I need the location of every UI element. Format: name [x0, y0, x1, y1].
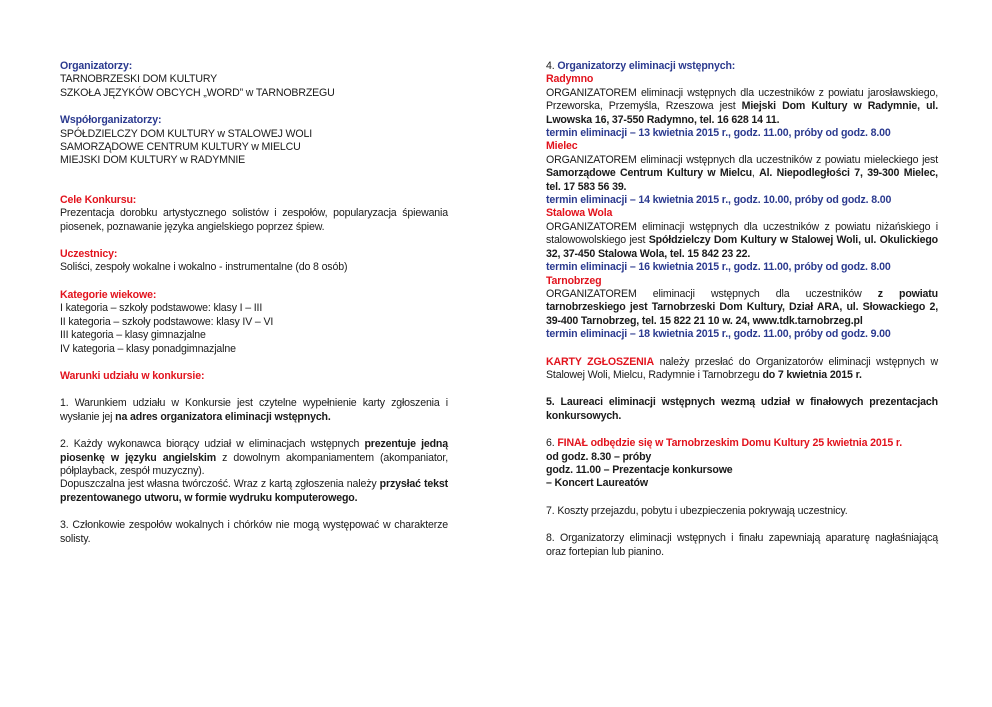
rule-2-text-cont: z dowolnym akompaniamentem (akompaniator, półplayback, zespół muzyczny). — [60, 451, 448, 477]
application-forms-label: KARTY ZGŁOSZENIA — [546, 355, 654, 368]
section-7: 7. Koszty przejazdu, pobytu i ubezpieczenia pokrywają uczestnicy. — [546, 504, 848, 517]
tarnobrzeg-address: z powiatu tarnobrzeskiego jest Tarnobrzeski Dom Kultury, Dział ARA, ul. Słowackiego 2, 39-400 Tarnobrzeg, tel. 15 822 21 10 w. 24, www.tdk.tarnobrzeg.pl — [546, 287, 938, 327]
application-forms-text: należy przesłać do Organizatorów eliminacji wstępnych w Stalowej Woli, Mielcu, Radymnie i Tarnobrzegu — [546, 355, 938, 381]
age-categories-section — [60, 289, 448, 356]
stalowa-desc: ORGANIZATOREM eliminacji wstępnych dla uczestników z powiatu niżańskiego i stalowowolskiego jest — [546, 220, 938, 247]
right-column — [546, 60, 938, 559]
organizer-line: TARNOBRZESKI DOM KULTURY — [60, 73, 218, 86]
rule-3: 3. Członkowie zespołów wokalnych i chórków nie mogą występować w charakterze solisty. — [60, 519, 448, 545]
goals-heading: Cele Konkursu: — [60, 193, 137, 206]
final-heading — [546, 437, 938, 450]
radymno-term: termin eliminacji – 13 kwietnia 2015 r., godz. 11.00, próby od godz. 8.00 — [546, 127, 891, 140]
age-category-line: IV kategoria – klasy ponadgimnazjalne — [60, 342, 236, 355]
rule-2-extra-bold: przysłać tekst prezentowanego utworu, w formie wydruku komputerowego. — [60, 478, 448, 504]
section-6-number: 6. — [546, 437, 558, 450]
mielec-text — [546, 154, 938, 194]
preliminary-organizers-section — [546, 60, 938, 342]
organizer-line: SZKOŁA JĘZYKÓW OBCYCH „WORD” w TARNOBRZEGU — [60, 86, 335, 99]
section-4-heading — [546, 60, 938, 73]
rule-2-extra — [60, 478, 448, 505]
participants-text: Soliści, zespoły wokalne i wokalno - instrumentalne (do 8 osób) — [60, 261, 348, 274]
rule-2-text: 2. Każdy wykonawca biorący udział w eliminacjach wstępnych — [60, 438, 365, 451]
coorganizer-line: SAMORZĄDOWE CENTRUM KULTURY w MIELCU — [60, 141, 301, 154]
rule-2-bold: prezentuje jedną piosenkę w języku angielskim — [60, 438, 448, 464]
rule-2 — [60, 438, 448, 478]
section-5: 5. Laureaci eliminacji wstępnych wezmą udział w finałowych prezentacjach konkursowych. — [546, 396, 938, 422]
goals-text: Prezentacja dorobku artystycznego solistów i zespołów, popularyzacja śpiewania piosenek, poznawanie języka angielskiego poprzez śpiew. — [60, 207, 448, 233]
application-forms-note — [546, 356, 938, 383]
coorganizers-section — [60, 114, 448, 168]
rule-1-bold: na adres organizatora eliminacji wstępnych. — [115, 410, 331, 423]
left-column — [60, 60, 448, 546]
section-4-number: 4. — [546, 60, 558, 72]
final-schedule-line: godz. 11.00 – Prezentacje konkursowe — [546, 463, 733, 476]
tarnobrzeg-desc: ORGANIZATOREM eliminacji wstępnych dla uczestników — [546, 287, 878, 300]
tarnobrzeg-text — [546, 288, 938, 328]
final-schedule-line: – Koncert Laureatów — [546, 477, 648, 490]
radymno-text — [546, 87, 938, 127]
coorganizer-line: SPÓŁDZIELCZY DOM KULTURY w STALOWEJ WOLI — [60, 127, 313, 140]
stalowa-text — [546, 221, 938, 261]
age-category-line: II kategoria – szkoły podstawowe: klasy IV – VI — [60, 315, 274, 328]
mielec-address: Al. Niepodległości 7, 39-300 Mielec, tel. 17 583 56 39. — [546, 167, 938, 193]
rule-1 — [60, 397, 448, 424]
stalowa-term: termin eliminacji – 16 kwietnia 2015 r., godz. 11.00, próby od godz. 8.00 — [546, 261, 891, 274]
final-schedule-line: od godz. 8.30 – próby — [546, 450, 652, 463]
rules-heading: Warunki udziału w konkursie: — [60, 369, 205, 382]
mielec-term: termin eliminacji – 14 kwietnia 2015 r., godz. 10.00, próby od godz. 8.00 — [546, 194, 892, 207]
stalowa-address: Spółdzielczy Dom Kultury w Stalowej Woli, ul. Okulickiego 32, 37-450 Stalowa Wola, tel. 15 842 23 22. — [546, 234, 938, 260]
participants-section — [60, 248, 448, 275]
mielec-name: Samorządowe Centrum Kultury w Mielcu — [546, 167, 752, 180]
rule-1-text: 1. Warunkiem udziału w Konkursie jest czytelne wypełnienie karty zgłoszenia i wysłanie jej — [60, 397, 448, 423]
coorganizers-heading: Współorganizatorzy: — [60, 114, 162, 127]
age-categories-heading: Kategorie wiekowe: — [60, 288, 157, 301]
city-radymno: Radymno — [546, 73, 594, 86]
goals-section — [60, 194, 448, 234]
mielec-sep: , — [751, 167, 760, 180]
radymno-desc: ORGANIZATOREM eliminacji wstępnych dla uczestników z powiatu jarosławskiego, Przeworska, Przemyśla, Rzeszowa jest — [546, 86, 938, 113]
section-8: 8. Organizatorzy eliminacji wstępnych i finału zapewniają aparaturę nagłaśniającą oraz fortepian lub pianino. — [546, 532, 938, 558]
rules-section — [60, 370, 448, 546]
final-section — [546, 437, 938, 491]
city-tarnobrzeg: Tarnobrzeg — [546, 274, 602, 287]
organizers-section — [60, 60, 448, 100]
tarnobrzeg-term: termin eliminacji – 18 kwietnia 2015 r., godz. 11.00, próby od godz. 9.00 — [546, 328, 891, 341]
application-deadline: do 7 kwietnia 2015 r. — [762, 368, 862, 381]
final-title: FINAŁ odbędzie się w Tarnobrzeskim Domu Kultury 25 kwietnia 2015 r. — [557, 437, 903, 450]
mielec-desc: ORGANIZATOREM eliminacji wstępnych dla uczestników z powiatu mieleckiego jest — [546, 153, 938, 166]
section-4-title: Organizatorzy eliminacji wstępnych: — [557, 60, 736, 72]
coorganizer-line: MIEJSKI DOM KULTURY w RADYMNIE — [60, 154, 246, 167]
organizers-heading: Organizatorzy: — [60, 60, 133, 72]
city-mielec: Mielec — [546, 140, 578, 153]
age-category-line: III kategoria – klasy gimnazjalne — [60, 329, 206, 342]
rule-2-extra-text: Dopuszczalna jest własna twórczość. Wraz z kartą zgłoszenia należy — [60, 478, 380, 491]
radymno-address: Miejski Dom Kultury w Radymnie, ul. Lwowska 16, 37-550 Radymno, tel. 16 628 14 11. — [546, 100, 938, 126]
age-category-line: I kategoria – szkoły podstawowe: klasy I – III — [60, 302, 263, 315]
city-stalowa-wola: Stalowa Wola — [546, 207, 613, 220]
participants-heading: Uczestnicy: — [60, 248, 118, 261]
